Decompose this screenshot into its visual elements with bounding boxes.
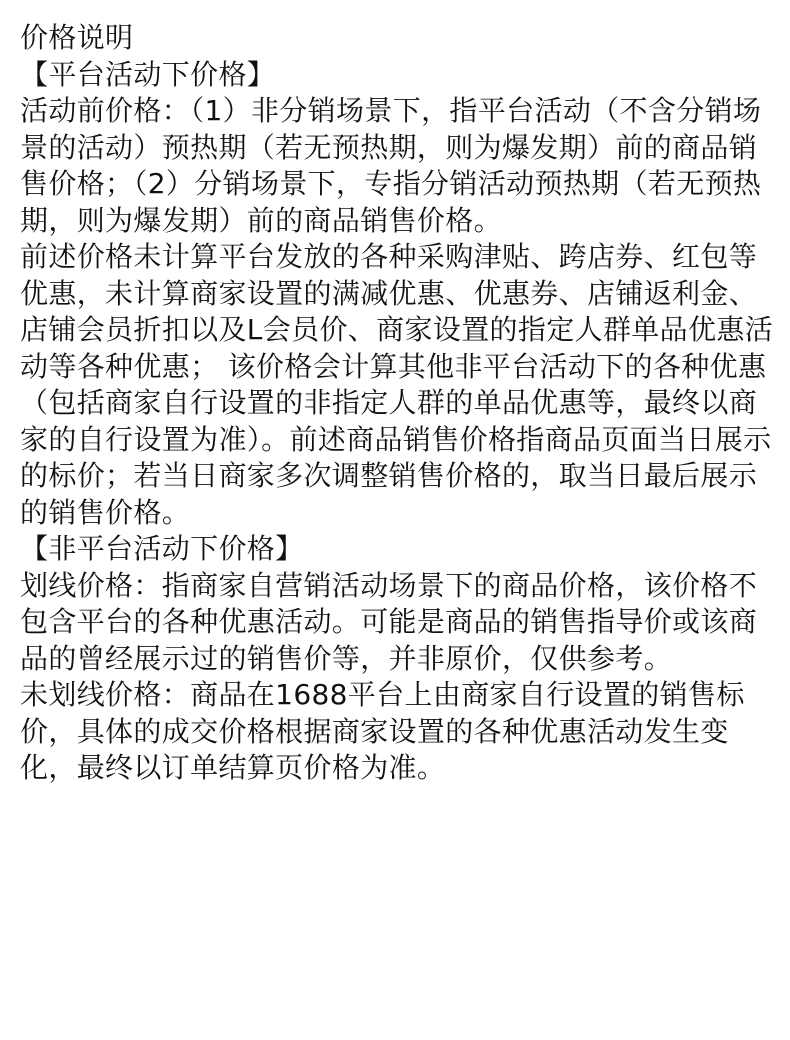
paragraph-strikethrough-price: 划线价格：指商家自营销活动场景下的商品价格，该价格不包含平台的各种优惠活动。可能是商品的销售指导价或该商品的曾经展示过的销售价等，并非原价，仅供参考。 [20,568,758,675]
document-title: 价格说明 [20,21,134,54]
section-heading-non-platform-activity: 【非平台活动下价格】 [20,532,304,565]
section-heading-platform-activity: 【平台活动下价格】 [20,57,276,91]
paragraph-price-exclusions: 前述价格未计算平台发放的各种采购津贴、跨店券、红包等优惠，未计算商家设置的满减优惠、优惠券、店铺返利金、店铺会员折扣以及L会员价、商家设置的指定人群单品优惠活动等各种优惠； 该价格会计算其他非平台活动下的各种优惠（包括商家自行设置的非指定人群的单品优惠等，最终以商家的自行设置为准）。前述商品销售价格指商品页面当日展示的标价；若当日商家多次调整销售价格的，取当日最后展示的销售价格。 [20,240,774,529]
paragraph-pre-activity-price: 活动前价格：（1）非分销场景下，指平台活动（不含分销场景的活动）预热期（若无预热期，则为爆发期）前的商品销售价格；（2）分销场景下，专指分销活动预热期（若无预热期，则为爆发期）前的商品销售价格。 [20,94,762,237]
paragraph-non-strikethrough-price: 未划线价格：商品在1688平台上由商家自行设置的销售标价，具体的成交价格根据商家设置的各种优惠活动发生变化，最终以订单结算页价格为准。 [20,678,745,784]
